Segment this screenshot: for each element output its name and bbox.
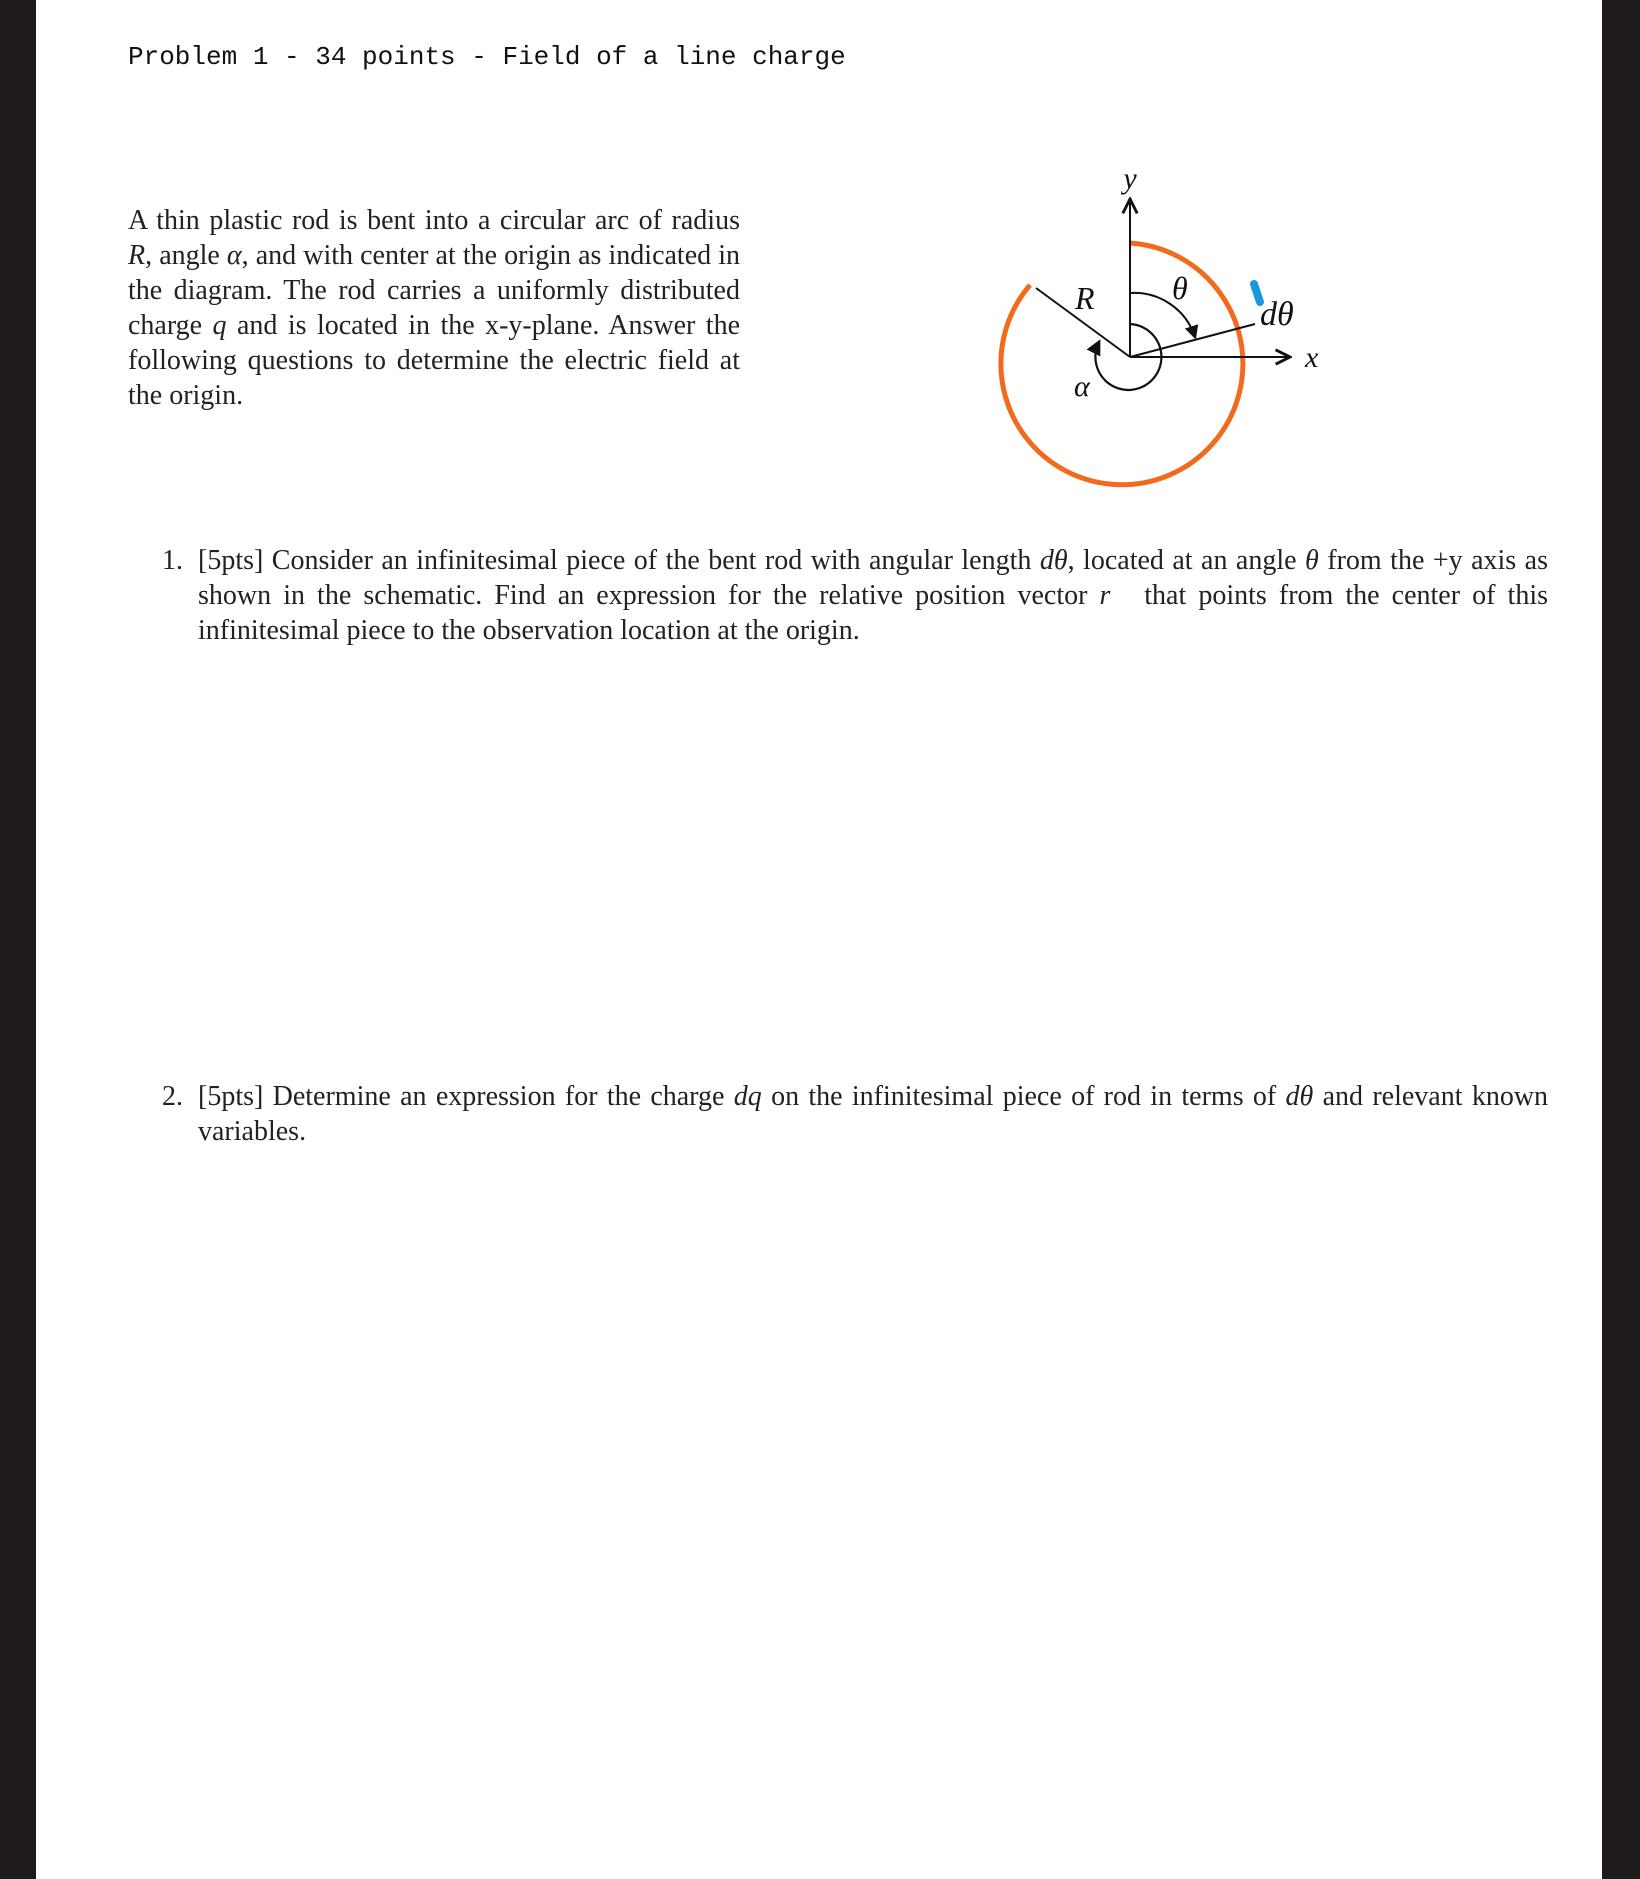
charged-arc bbox=[1001, 243, 1243, 485]
question-1-text bbox=[198, 543, 1548, 648]
intro-paragraph bbox=[128, 203, 740, 413]
var-dtheta: dθ bbox=[1039, 545, 1068, 576]
question-2 bbox=[162, 1079, 1548, 1149]
q2-text-3: and relevant known variables. bbox=[198, 1081, 1549, 1147]
var-dq: dq bbox=[733, 1081, 762, 1112]
var-R: R bbox=[128, 240, 146, 271]
label-alpha: α bbox=[1074, 370, 1090, 403]
label-R: R bbox=[1075, 280, 1095, 316]
q1-text-3: from the +y axis as shown in the schematic. Find an expression for the relative position vector bbox=[198, 545, 1548, 611]
intro-text-1: A thin plastic rod is bent into a circular arc of radius bbox=[128, 205, 740, 236]
label-x: x bbox=[1305, 341, 1319, 374]
arc-diagram bbox=[972, 156, 1392, 496]
question-number: 1. bbox=[162, 545, 183, 576]
q1-text-2: , located at an angle bbox=[1067, 545, 1297, 576]
problem-title: Problem 1 - 34 points - Field of a line charge bbox=[128, 42, 846, 72]
var-rvec: r⃗ bbox=[1099, 580, 1133, 611]
q1-text-1: [5pts] Consider an infinitesimal piece of the bent rod with angular length bbox=[198, 545, 1032, 576]
q1-text-4: that points from the center of this infinitesimal piece to the observation location at the origin. bbox=[198, 580, 1548, 646]
var-alpha: α bbox=[226, 240, 242, 271]
intro-text-4: and is located in the x-y-plane. Answer the following questions to determine the electric field at the origin. bbox=[128, 310, 741, 411]
question-1 bbox=[162, 543, 1548, 648]
question-2-text bbox=[198, 1079, 1548, 1149]
label-y: y bbox=[1123, 162, 1137, 195]
var-theta: θ bbox=[1305, 545, 1319, 576]
document-page bbox=[36, 0, 1602, 1879]
var-q: q bbox=[212, 310, 227, 341]
question-number: 2. bbox=[162, 1081, 183, 1112]
intro-text-3: , and with center at the origin as indicated in the diagram. The rod carries a uniformly distributed charge bbox=[128, 240, 740, 341]
label-dtheta: dθ bbox=[1260, 296, 1294, 333]
label-theta: θ bbox=[1172, 270, 1188, 306]
var-dtheta: dθ bbox=[1285, 1081, 1314, 1112]
intro-text-2: , angle bbox=[145, 240, 220, 271]
q2-text-1: [5pts] Determine an expression for the charge bbox=[198, 1081, 725, 1112]
q2-text-2: on the infinitesimal piece of rod in terms of bbox=[771, 1081, 1277, 1112]
